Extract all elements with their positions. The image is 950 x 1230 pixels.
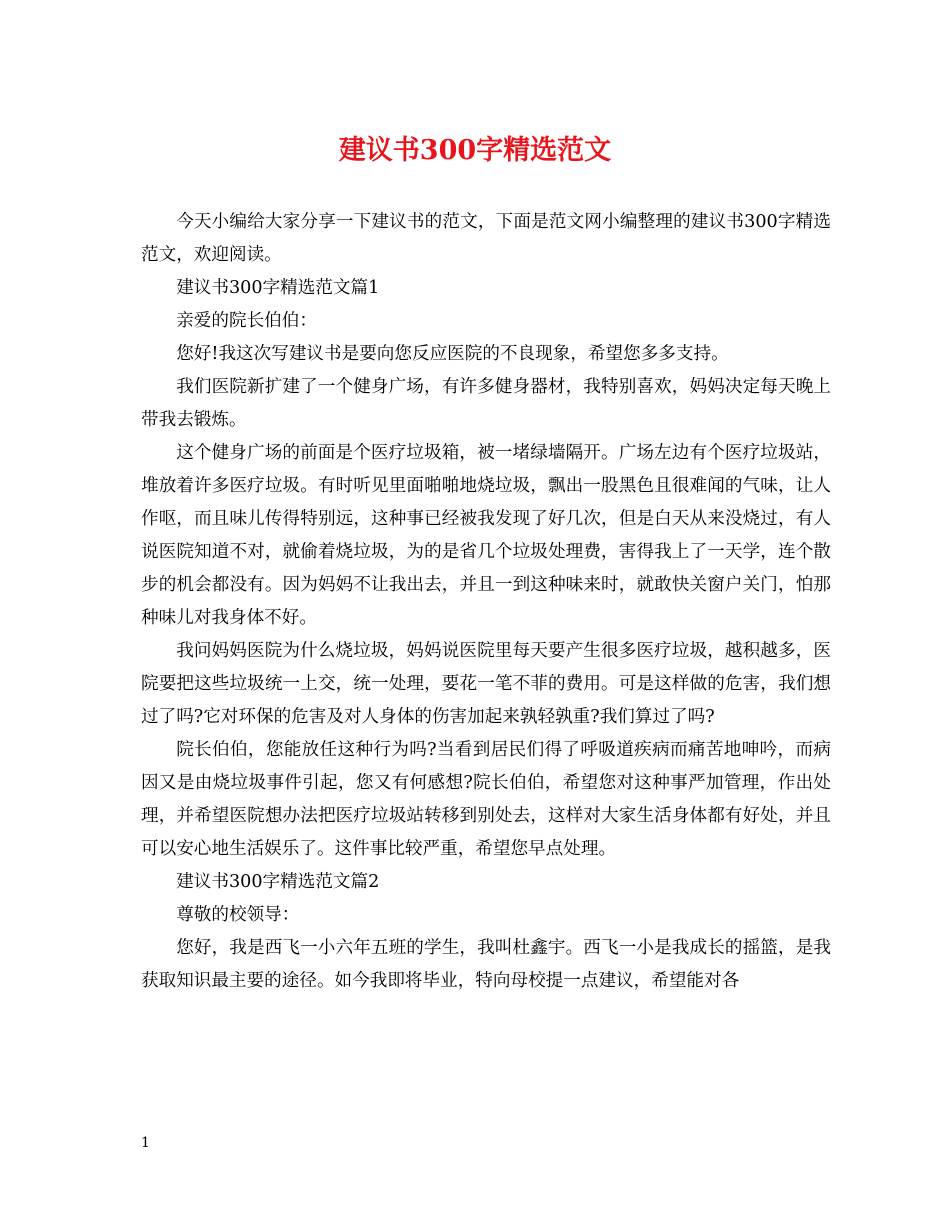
paragraph-body: 院长伯伯，您能放任这种行为吗?当看到居民们得了呼吸道疾病而痛苦地呻吟，而病因又是由烧垃圾事件引起，您又有何感想?院长伯伯，希望您对这种事严加管理，作出处理，并希望医院想办法把医疗垃圾站转移到别处去，这样对大家生活身体都有好处，并且可以安心地生活娱乐了。这件事比较严重，希望您早点处理。 — [141, 740, 831, 859]
document-body — [141, 206, 831, 998]
paragraph-body: 这个健身广场的前面是个医疗垃圾箱，被一堵绿墙隔开。广场左边有个医疗垃圾站，堆放着许多医疗垃圾。有时听见里面啪啪地烧垃圾，飘出一股黑色且很难闻的气味，让人作呕，而且味儿传得特别远，这种事已经被我发现了好几次，但是白天从来没烧过，有人说医院知道不对，就偷着烧垃圾，为的是省几个垃圾处理费，害得我上了一天学，连个散步的机会都没有。因为妈妈不让我出去，并且一到这种味来时，就敢快关窗户关门，怕那种味儿对我身体不好。 — [141, 443, 831, 628]
paragraph-salutation-2: 尊敬的校领导： — [176, 905, 300, 925]
section-heading-1: 建议书300字精选范文篇1 — [176, 278, 380, 298]
section-heading-2: 建议书300字精选范文篇2 — [176, 872, 380, 892]
page-number: 1 — [141, 1135, 150, 1151]
document-title: 建议书300字精选范文 — [338, 135, 612, 166]
paragraph-body: 我问妈妈医院为什么烧垃圾，妈妈说医院里每天要产生很多医疗垃圾，越积越多，医院要把这些垃圾统一上交，统一处理，要花一笔不菲的费用。可是这样做的危害，我们想过了吗?它对环保的危害及对人身体的伤害加起来孰轻孰重?我们算过了吗? — [141, 641, 831, 727]
paragraph-body: 您好，我是西飞一小六年五班的学生，我叫杜鑫宇。西飞一小是我成长的摇篮，是我获取知识最主要的途径。如今我即将毕业，特向母校提一点建议，希望能对各 — [141, 938, 831, 991]
paragraph-greeting-1: 您好!我这次写建议书是要向您反应医院的不良现象，希望您多多支持。 — [176, 344, 729, 364]
paragraph-salutation-1: 亲爱的院长伯伯： — [176, 311, 317, 331]
paragraph-intro: 今天小编给大家分享一下建议书的范文，下面是范文网小编整理的建议书300字精选范文，欢迎阅读。 — [141, 212, 831, 265]
paragraph-body: 我们医院新扩建了一个健身广场，有许多健身器材，我特别喜欢，妈妈决定每天晚上带我去锻炼。 — [141, 377, 831, 430]
